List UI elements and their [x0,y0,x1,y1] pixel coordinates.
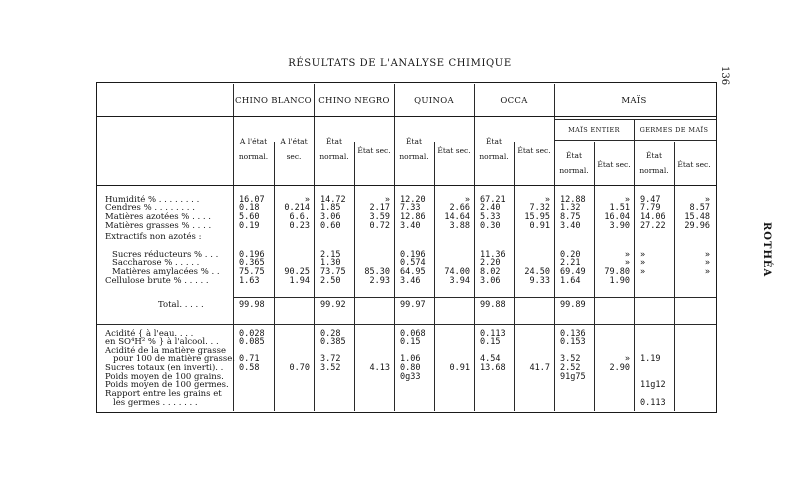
table-cell: 9.33 [529,276,550,286]
table-cell: 0.153 [560,337,586,347]
table-cell: 0.80 [400,363,421,373]
row-label: en SO⁴H² % } à l'alcool. . . [105,337,219,347]
table-cell: 3.06 [320,212,341,222]
row-label: Saccharose % . . . . . [112,258,200,268]
table-cell: » [704,250,710,260]
table-cell: 0.91 [529,221,550,231]
table-cell: 0.068 [400,329,426,339]
table-cell: » [640,250,646,260]
table-cell: 1.51 [609,203,630,213]
table-cell: 14.64 [444,212,470,222]
row-label: Matières grasses % . . . . [105,221,212,231]
row-label: Sucres réducteurs % . . . [112,250,219,260]
table-cell: 3.90 [609,221,630,231]
table-cell: 0.196 [400,250,426,260]
column-header: État sec. [597,160,631,169]
table-cell: 3.94 [449,276,470,286]
row-label: Acidité de la matière grasse [105,346,227,356]
row-label: Extractifs non azotés : [105,232,202,242]
table-cell: 0.20 [560,250,581,260]
running-head-author: ROTHÉA [761,222,772,278]
row-label: pour 100 de matière grasse. [113,354,236,364]
table-cell: 7.33 [400,203,421,213]
table-cell: » [464,195,470,205]
table-cell: » [544,195,550,205]
row-label: Matières azotées % . . . . [105,212,211,222]
table-cell: 13.68 [480,363,506,373]
table-cell: 1.32 [560,203,581,213]
table-cell: » [640,267,646,277]
table-cell: 1.90 [609,276,630,286]
table-cell: 0.19 [239,221,260,231]
table-cell: 99.88 [480,300,506,310]
table-cell: 0.214 [284,203,310,213]
group-header: MAÏS [621,96,647,106]
table-cell: 1.94 [289,276,310,286]
table-cell: 73.75 [320,267,346,277]
table-cell: 12.20 [400,195,426,205]
table-cell: 0.71 [239,354,260,364]
group-header: OCCA [500,96,528,106]
table-cell: 6.6. [289,212,310,222]
table-cell: 2.15 [320,250,341,260]
column-header: A l'état [239,137,268,146]
table-cell: 0.574 [400,258,426,268]
table-cell: 1.85 [320,203,341,213]
table-cell: 0.23 [289,221,310,231]
table-cell: 2.20 [480,258,501,268]
table-cell: 4.54 [480,354,501,364]
table-cell: 7.79 [640,203,661,213]
table-cell: 27.22 [640,221,666,231]
group-header: CHINO NEGRO [318,96,390,106]
table-cell: 16.07 [239,195,265,205]
row-label: Acidité { à l'eau. . . . [105,329,194,339]
table-cell: 3.72 [320,354,341,364]
table-cell: 0.28 [320,329,341,339]
table-cell: 0.91 [449,363,470,373]
table-cell: » [704,258,710,268]
table-cell: 2.90 [609,363,630,373]
table-cell: 11g12 [640,380,666,390]
table-cell: » [624,258,630,268]
row-label: Cendres % . . . . . . . . [105,203,195,213]
table-cell: 0g33 [400,372,421,382]
total-rule [233,297,716,298]
column-header: normal. [399,152,429,161]
table-cell: » [624,250,630,260]
table-cell: » [640,258,646,268]
table-cell: 41.7 [529,363,550,373]
column-header: État sec. [437,146,471,155]
table-cell: 11.36 [480,250,506,260]
table-cell: 0.60 [320,221,341,231]
table-cell: 1.06 [400,354,421,364]
table-cell: 29.96 [684,221,710,231]
column-header: État [406,137,422,146]
table-cell: 1.64 [560,276,581,286]
row-label: Cellulose brute % . . . . . [105,276,209,286]
table-cell: 8.57 [689,203,710,213]
table-cell: 0.113 [480,329,506,339]
table-cell: 3.88 [449,221,470,231]
row-label: Sucres totaux (en inverti). . [105,363,224,373]
table-cell: » [384,195,390,205]
table-cell: 0.18 [239,203,260,213]
table-cell: 0.085 [239,337,265,347]
table-cell: 2.66 [449,203,470,213]
table-cell: » [704,195,710,205]
table-cell: » [624,354,630,364]
table-cell: 75.75 [239,267,265,277]
table-cell: 0.136 [560,329,586,339]
table-cell: 3.52 [320,363,341,373]
column-header: État [326,137,342,146]
table-cell: 99.97 [400,300,426,310]
column-header: normal. [238,152,269,161]
column-header: État [486,137,502,146]
group-header: QUINOA [414,96,454,106]
table-cell: 0.028 [239,329,265,339]
table-cell: 12.88 [560,195,586,205]
table-cell: 79.80 [604,267,630,277]
table-cell: 0.365 [239,258,265,268]
table-cell: 99.92 [320,300,346,310]
table-cell: 5.60 [239,212,260,222]
table-cell: 99.89 [560,300,586,310]
column-header: État sec. [357,146,391,155]
subheader-rule [554,140,716,141]
column-header: sec. [286,152,302,161]
table-cell: 2.21 [560,258,581,268]
table-cell: 2.93 [369,276,390,286]
table-cell: 0.15 [400,337,421,347]
table-cell: 14.72 [320,195,346,205]
column-header: normal. [479,152,509,161]
table-cell: 90.25 [284,267,310,277]
column-header: normal. [639,166,669,175]
table-cell: 0.15 [480,337,501,347]
table-cell: 91g75 [560,372,586,382]
table-cell: 8.02 [480,267,501,277]
table-cell: 15.95 [524,212,550,222]
row-label: Matières amylacées % . . [112,267,220,277]
table-cell: 67.21 [480,195,506,205]
table-cell: 15.48 [684,212,710,222]
table-cell: 99.98 [239,300,265,310]
table-cell: 74.00 [444,267,470,277]
table-cell: 69.49 [560,267,586,277]
table-cell: 2.50 [320,276,341,286]
table-cell: 8.75 [560,212,581,222]
header-bottom-rule [97,185,716,186]
table-cell: 24.50 [524,267,550,277]
column-header: normal. [319,152,349,161]
table-cell: 9.47 [640,195,661,205]
column-header: État sec. [517,146,551,155]
table-cell: » [624,195,630,205]
row-label: Humidité % . . . . . . . . [105,195,200,205]
table-cell: 2.52 [560,363,581,373]
table-cell: 1.19 [640,354,661,364]
row-label: les germes . . . . . . . [113,398,198,408]
table-cell: 64.95 [400,267,426,277]
column-header: normal. [559,166,589,175]
table-cell: 3.40 [400,221,421,231]
table-cell: 3.46 [400,276,421,286]
table-cell: 12.86 [400,212,426,222]
page-number: 136 [719,66,730,86]
column-header: État sec. [677,160,711,169]
table-cell: » [704,267,710,277]
table-cell: 7.32 [529,203,550,213]
column-header: État [566,151,582,160]
table-cell: 3.52 [560,354,581,364]
table-cell: 2.40 [480,203,501,213]
column-header: A l'état [280,137,308,146]
row-label: Poids moyen de 100 grains. [105,372,224,382]
subgroup-header: MAÏS ENTIER [568,126,620,134]
header-rule [97,116,716,117]
table-cell: 0.30 [480,221,501,231]
table-cell: 5.33 [480,212,501,222]
row-label: Rapport entre les grains et [105,389,222,399]
table-cell: 0.72 [369,221,390,231]
header-rule [554,119,716,120]
table-cell: 4.13 [369,363,390,373]
section-rule [97,324,716,325]
table-cell: 0.196 [239,250,265,260]
table-cell: 14.06 [640,212,666,222]
row-label: Poids moyen de 100 germes. [105,380,229,390]
table-cell: 3.40 [560,221,581,231]
table-cell: 0.385 [320,337,346,347]
page-title: RÉSULTATS DE L'ANALYSE CHIMIQUE [288,58,512,69]
group-header: CHINO BLANCO [235,96,312,106]
table-cell: 3.59 [369,212,390,222]
table-cell: 0.113 [640,398,666,408]
table-cell: 1.30 [320,258,341,268]
table-cell: 3.06 [480,276,501,286]
subgroup-header: GERMES DE MAÏS [639,126,709,134]
table-cell: 0.58 [239,363,260,373]
table-cell: 2.17 [369,203,390,213]
table-cell: » [304,195,310,205]
table-cell: 1.63 [239,276,260,286]
column-header: État [646,151,662,160]
table-cell: 85.30 [364,267,390,277]
table-cell: 16.04 [604,212,630,222]
row-label: Total. . . . . [158,300,204,310]
table-cell: 0.70 [289,363,310,373]
